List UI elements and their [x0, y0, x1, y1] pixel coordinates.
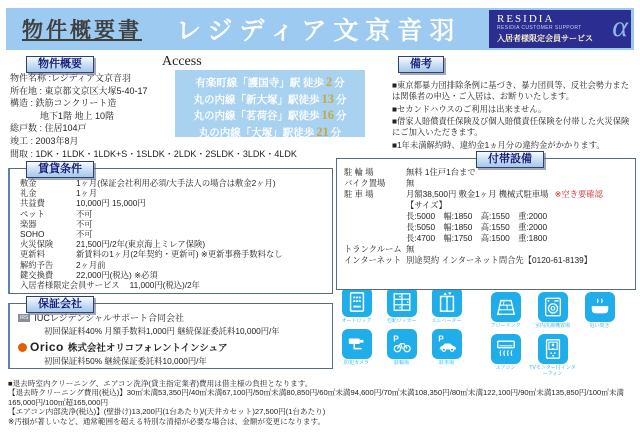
rental-conditions-list	[20, 178, 326, 290]
elevator-icon	[432, 287, 462, 317]
iuc-logo-icon: IRS	[20, 314, 29, 321]
access-suffix: 分	[336, 111, 347, 122]
logo-sub-text: RESIDIA CUSTOMER SUPPORT	[497, 25, 582, 31]
access-suffix: 分	[334, 78, 345, 89]
facility-row-motorbike: バイク置場 無	[344, 178, 415, 188]
guarantor-companies	[18, 311, 322, 370]
footer-note-line: 【退去時クリーニング費用(税込)】30㎡未満53,350円/40㎡未満67,100円/50㎡未満80,850円/60㎡未満94,600円/70㎡未満108,350円/80㎡未満122,100円/90㎡未満135,850円/100㎡未満165,000円/100㎡超165,000円	[8, 388, 625, 407]
unit-count-row: 総戸数 : 住居104戸	[10, 123, 87, 134]
facility-row-parking: 駐 車 場 月額38,500円 敷金1ヶ月 機械式駐車場 ※空き要確認	[344, 189, 603, 199]
guarantor-company-2-name: 株式会社オリコフォレントインシュア	[67, 343, 228, 354]
parking-size-row: 長:5000 幅:1850 高:1550 重:2000	[406, 211, 548, 221]
equipment-label: 宅配ロッカー	[386, 318, 417, 324]
flooring-icon	[491, 292, 521, 322]
equipment-item-washer	[529, 292, 576, 329]
property-name-row: 物件名称 :レジディア文京音羽	[10, 73, 132, 83]
equipment-item-flooring	[482, 292, 529, 329]
equipment-label: オートロック	[341, 318, 372, 324]
aircon-icon	[491, 334, 521, 364]
remark-item: ■1年未満解約時、違約金1ヵ月分の違約金がかかります。	[392, 139, 605, 150]
footer-note-line: ※汚損が著しいなど、通常範囲を超える特別な清掃が必要な場合は、金額が変更になります。	[8, 416, 326, 426]
guarantor-company-2-terms: 初回保証料50% 継続保証委託料10,000円/年	[44, 356, 207, 366]
structure-row: 構造 : 鉄筋コンクリート造	[10, 98, 117, 109]
access-line	[175, 125, 365, 142]
parking-size-row: 長:5050 幅:1850 高:1550 重:2000	[406, 222, 548, 232]
orico-wordmark: Orico	[30, 340, 64, 354]
completion-row: 竣工 : 2003年8月	[10, 135, 79, 146]
room-equipment-grid	[482, 292, 632, 382]
equipment-item-aircon	[482, 334, 529, 377]
logo-service-text: 入居者様限定会員サービス	[497, 34, 593, 43]
bathtub-icon	[585, 292, 615, 322]
guarantor-company-2	[18, 340, 322, 354]
access-minutes: 13	[321, 91, 334, 106]
access-minutes: 16	[321, 108, 334, 122]
remark-item: ■借家人賠償責任保険及び個人賠償責任保険を付帯した火災保険にご加入いただきます。	[392, 116, 630, 138]
rental-row-instruments: 楽器 不可	[20, 218, 93, 229]
access-title: Access	[162, 54, 202, 69]
logo-brand-text: RESIDIA	[497, 13, 555, 25]
tv-intercom-icon	[538, 334, 568, 364]
equipment-label: 防犯カメラ	[343, 360, 369, 366]
section-header-remarks: 備考	[398, 56, 444, 73]
parking-size-row: 長:4700 幅:1750 高:1500 重:1800	[406, 233, 548, 243]
floors-row: 地下1階 地上 10階	[40, 110, 115, 121]
access-route: 丸の内線「茗荷谷」駅徒歩	[193, 111, 320, 122]
cleaning-fee-notes	[8, 379, 636, 426]
section-header-rental: 賃貸条件	[26, 161, 94, 178]
access-route: 有楽町線「護国寺」駅 徒歩	[195, 78, 324, 89]
delivery-locker-icon	[387, 287, 417, 317]
rental-row-deposit: 敷金 1ヶ月(保証会社利用必須/大手法人の場合は敷金2ヶ月)	[20, 178, 276, 188]
equipment-item-elevator	[424, 287, 469, 324]
equipment-item-security-camera	[334, 329, 379, 366]
rental-row-key-exchange: 鍵交換費 22,000円(税込) ※必須	[20, 269, 158, 280]
rental-row-key-money: 礼金 1ヶ月	[20, 188, 98, 199]
parking-size-header: 【サイズ】	[406, 200, 447, 210]
equipment-item-delivery-locker	[379, 287, 424, 324]
facilities-list	[344, 167, 630, 266]
public-equipment-grid	[334, 287, 474, 371]
equipment-item-autolock	[334, 287, 379, 324]
autolock-icon	[342, 287, 372, 317]
equipment-label: 駐車場	[438, 360, 454, 366]
equipment-label: エアコン	[495, 365, 516, 371]
footer-note-line: 【エアコン内部洗浄(税込)】(壁掛け)13,200円(1台あたり)/(天井カセット)27,500円(1台あたり)	[8, 407, 326, 417]
alpha-glyph: α	[612, 10, 628, 43]
access-route: 丸の内線「新大塚」駅徒歩	[193, 94, 320, 106]
access-line	[175, 108, 365, 125]
equipment-item-reheating-bath	[576, 292, 623, 329]
svg-text:P: P	[437, 334, 444, 344]
equipment-item-tv-intercom	[529, 334, 576, 377]
facility-row-trunk-room: トランクルーム 無	[344, 244, 415, 254]
facility-row-internet: インターネット 別途契約 インターネット問合先【0120-61-8139】	[344, 255, 592, 265]
equipment-item-bicycle-parking	[379, 329, 424, 366]
rental-row-renewal-fee: 更新料 新賃料の1ヶ月(2年契約・更新可) ※更新事務手数料なし	[20, 249, 283, 260]
equipment-label: エレベーター	[431, 318, 462, 324]
access-minutes: 2	[325, 75, 333, 89]
remark-item: ■セカンドハウスのご利用は出来ません。	[392, 103, 547, 114]
facility-row-bicycle: 駐 輪 場 無料 1住戸1台まで	[344, 167, 476, 177]
rental-row-notice: 解約予告 2ヶ月前	[20, 259, 106, 270]
guarantor-company-1-name: IUCレジデンシャルサポート合同会社	[34, 313, 185, 323]
guarantor-company-1-terms: 初回保証料40% 月額手数料1,000円 継続保証委託料10,000円/年	[44, 326, 280, 336]
equipment-label: 駐輪場	[393, 360, 409, 366]
rental-row-fire-insurance: 火災保険 21,500円/2年(東京海上ミレア保険)	[20, 239, 206, 250]
svg-text:P: P	[392, 334, 399, 344]
address-row: 所在地 : 東京都文京区大塚5-40-17	[10, 85, 148, 96]
rental-row-soho: SOHO 不可	[20, 229, 93, 240]
security-camera-icon	[342, 329, 372, 359]
layout-row: 間取 : 1DK・1LDK・1LDK+S・1SLDK・2LDK・2SLDK・3LDK・4LDK	[10, 148, 297, 159]
equipment-label: TVモニター付インターフォン	[529, 365, 576, 377]
access-line	[175, 75, 365, 92]
access-box	[175, 70, 365, 137]
access-suffix: 分	[336, 94, 347, 106]
rental-row-common-fee: 共益費 10,000円 15,000円	[20, 198, 146, 209]
section-header-guarantor: 保証会社	[26, 296, 94, 313]
equipment-label: 室内洗濯機置場	[534, 323, 570, 329]
document-title: 物件概要書	[22, 19, 142, 42]
residia-logo	[489, 10, 631, 48]
footer-note-line: ■退去時室内クリーニング、エアコン洗浄(貸主指定業者)費用は借主様の負担となります。	[8, 379, 313, 388]
bicycle-parking-icon	[387, 329, 417, 359]
parking-availability-note: ※空き要確認	[554, 189, 603, 199]
equipment-label: フローリング	[490, 323, 521, 329]
access-line	[175, 92, 365, 109]
equipment-label: 追い焚き	[589, 323, 610, 329]
access-route: 丸の内線「大塚」駅徒歩	[198, 127, 315, 139]
remarks-list	[392, 80, 637, 153]
rental-row-pets: ペット 不可	[20, 208, 93, 219]
access-minutes: 21	[316, 124, 329, 139]
car-parking-icon	[432, 329, 462, 359]
rental-row-member-service: 入居者様限定会員サービス 11,000円(税込)/2年	[20, 280, 200, 291]
section-header-facilities: 付帯設備	[476, 151, 544, 168]
property-name-title: レジディア文京音羽	[176, 18, 462, 45]
equipment-item-car-parking	[424, 329, 469, 366]
section-header-overview: 物件概要	[26, 56, 94, 73]
remark-item: ■東京都暴力団排除条例に基づき、暴力団員等、反社会勢力または関係者の申込・ご入居は、お断りいたします。	[392, 80, 629, 101]
washer-icon	[538, 292, 568, 322]
orico-logo-icon	[18, 343, 27, 352]
access-suffix: 分	[330, 127, 342, 139]
